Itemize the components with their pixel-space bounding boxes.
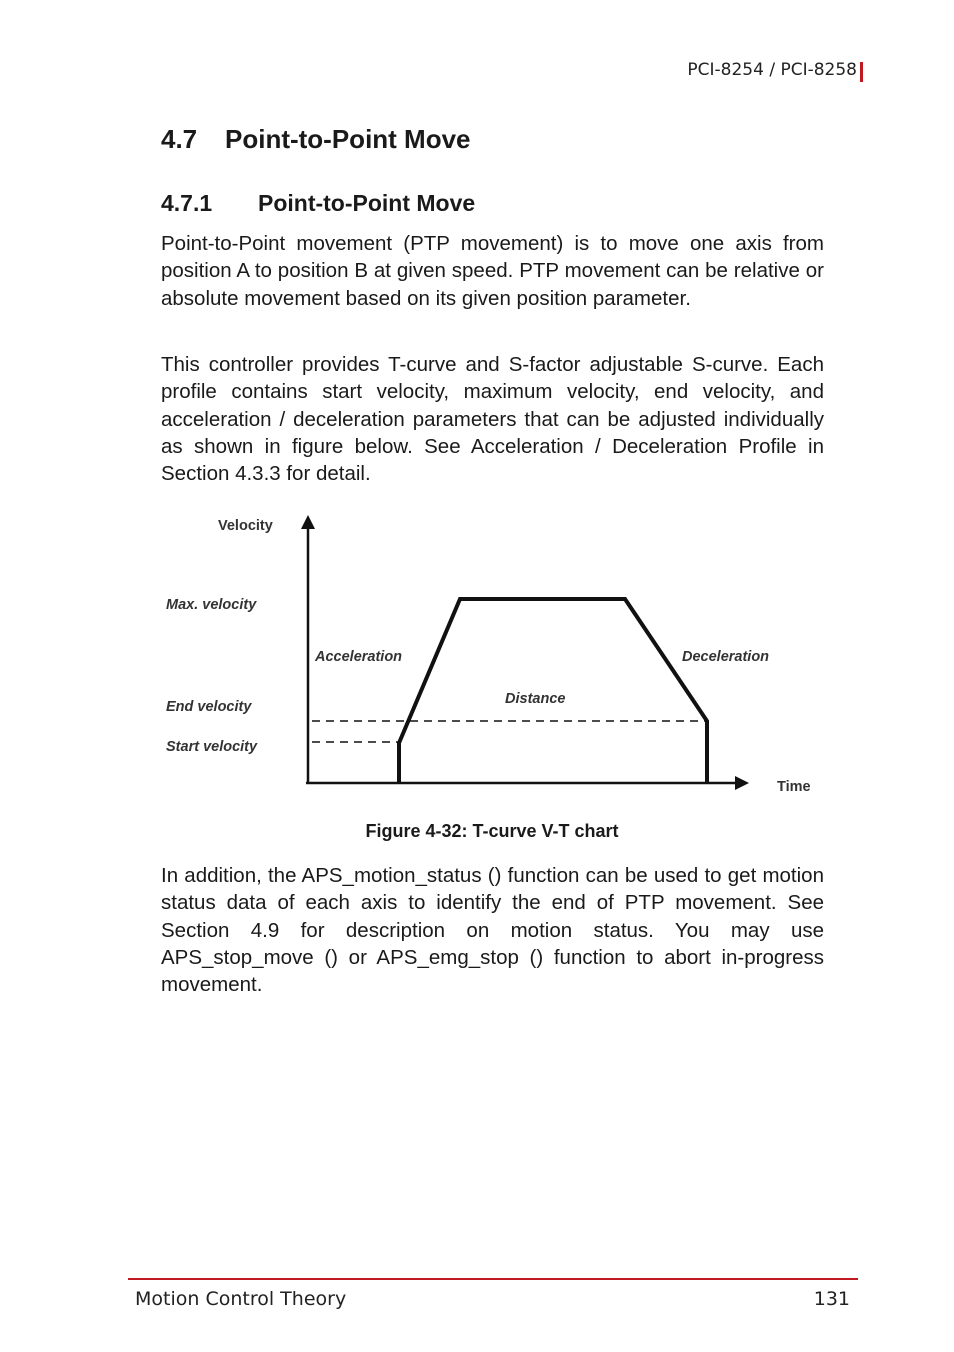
subsection-heading (161, 190, 475, 217)
end-velocity-label: End velocity (166, 699, 252, 715)
x-axis-label: Time (777, 779, 811, 795)
section-title: Point-to-Point Move (225, 124, 471, 154)
subsection-title: Point-to-Point Move (258, 190, 476, 216)
deceleration-label: Deceleration (682, 649, 770, 665)
vt-chart (150, 505, 830, 805)
start-velocity-label: Start velocity (166, 739, 258, 755)
paragraph-motion-status: In addition, the APS_motion_status () function can be used to get motion status data of each axis to identify the end of PTP movement. See Section 4.9 for description on motion status. You may use APS_stop_move () or APS_emg_stop () function to abort in-progress movement. (161, 864, 824, 997)
running-header-title: PCI-8254 / PCI-8258 (687, 60, 857, 80)
acceleration-label: Acceleration (315, 649, 403, 665)
x-axis-arrow-icon (735, 776, 749, 790)
y-axis-arrow-icon (301, 515, 315, 529)
footer-page-number: 131 (813, 1288, 850, 1310)
distance-label: Distance (505, 691, 566, 707)
section-number: 4.7 (161, 124, 198, 154)
y-axis-label: Velocity (218, 518, 273, 534)
header-accent-bar (860, 62, 863, 82)
section-heading (161, 124, 471, 155)
paragraph-profiles: This controller provides T-curve and S-factor adjustable S-curve. Each profile contains start velocity, maximum velocity, end velocity, and acceleration / deceleration parameters that can be adjusted individually as shown in figure below. See Acceleration / Deceleration Profile in Section 4.3.3 for detail. (161, 353, 824, 486)
vt-chart-figure (150, 505, 830, 805)
subsection-number: 4.7.1 (161, 190, 213, 216)
max-velocity-label: Max. velocity (166, 597, 257, 613)
footer-chapter-title: Motion Control Theory (135, 1288, 347, 1310)
paragraph-ptp-intro: Point-to-Point movement (PTP movement) is to move one axis from position A to position B at given speed. PTP movement can be relative or absolute movement based on its given position parameter. (161, 232, 824, 310)
footer-rule (128, 1278, 858, 1280)
figure-caption: Figure 4-32: T-curve V-T chart (365, 821, 619, 841)
